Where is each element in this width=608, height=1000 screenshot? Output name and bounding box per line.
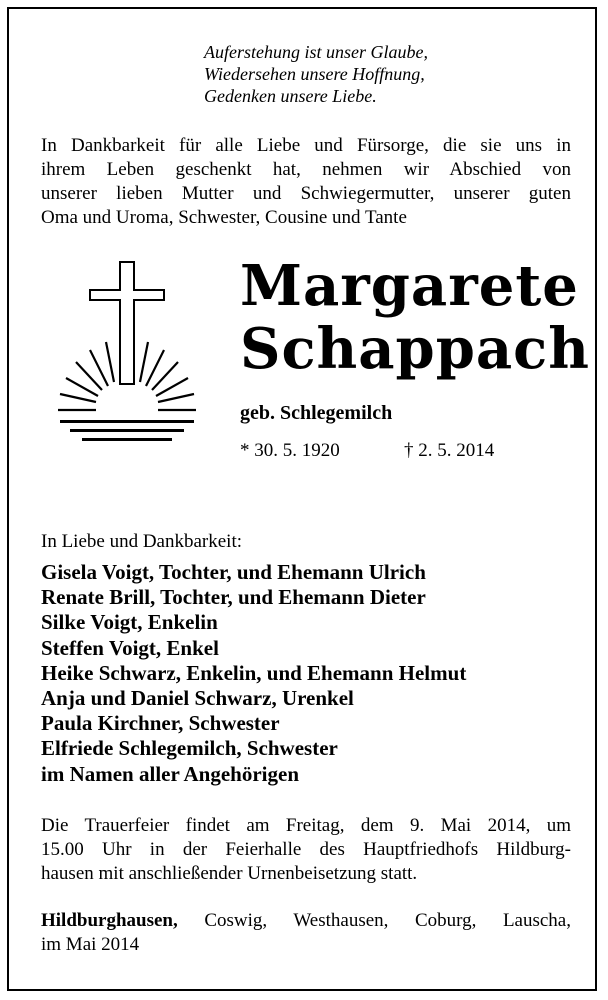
funeral-line: 15.00 Uhr in der Feierhalle des Hauptfriedhofs Hildburg- [41,839,571,860]
mourner: Elfriede Schlegemilch, Schwester [41,736,338,761]
mourners-list [41,560,466,787]
verse [204,41,428,107]
mourner: Paula Kirchner, Schwester [41,711,280,736]
intro-text [41,134,571,230]
mourner: Heike Schwarz, Enkelin, und Ehemann Helmut [41,660,467,685]
places-line [41,909,571,933]
birth-name: geb. Schlegemilch [240,402,393,424]
verse-line: Gedenken unsere Liebe. [204,86,377,106]
mourner: Steffen Voigt, Enkel [41,635,219,660]
birth-date: * 30. 5. 1920 [240,440,340,461]
mourners-intro: In Liebe und Dankbarkeit: [41,531,243,552]
intro-line: In Dankbarkeit für alle Liebe und Fürsorge, die sie uns in [41,135,571,156]
intro-line: unserer lieben Mutter und Schwiegermutter, unserer guten [41,183,571,204]
intro-line: Oma und Uroma, Schwester, Cousine und Tante [41,207,407,228]
cross-sun-icon [56,260,206,450]
deceased-first-name: Margarete [240,253,579,319]
funeral-line: hausen mit anschließender Urnenbeisetzung statt. [41,863,418,884]
mourner: im Namen aller Angehörigen [41,761,300,786]
verse-line: Wiedersehen unsere Hoffnung, [204,64,425,84]
mourner: Renate Brill, Tochter, und Ehemann Dieter [41,585,426,610]
notice-date: im Mai 2014 [41,934,140,955]
mourner: Silke Voigt, Enkelin [41,610,218,635]
deceased-last-name: Schappach [240,316,590,382]
mourner: Gisela Voigt, Tochter, und Ehemann Ulrich [41,560,426,584]
main-place: Hildburghausen, [41,910,178,931]
mourner: Anja und Daniel Schwarz, Urenkel [41,686,354,711]
verse-line: Auferstehung ist unser Glaube, [204,42,428,62]
funeral-info [41,814,571,886]
intro-line: ihrem Leben geschenkt hat, nehmen wir Abschied von [41,159,571,180]
places-and-date [41,909,571,957]
death-date: † 2. 5. 2014 [404,440,495,461]
funeral-line: Die Trauerfeier findet am Freitag, dem 9. Mai 2014, um [41,815,571,836]
other-places: Coswig, Westhausen, Coburg, Lauscha, [177,910,571,931]
